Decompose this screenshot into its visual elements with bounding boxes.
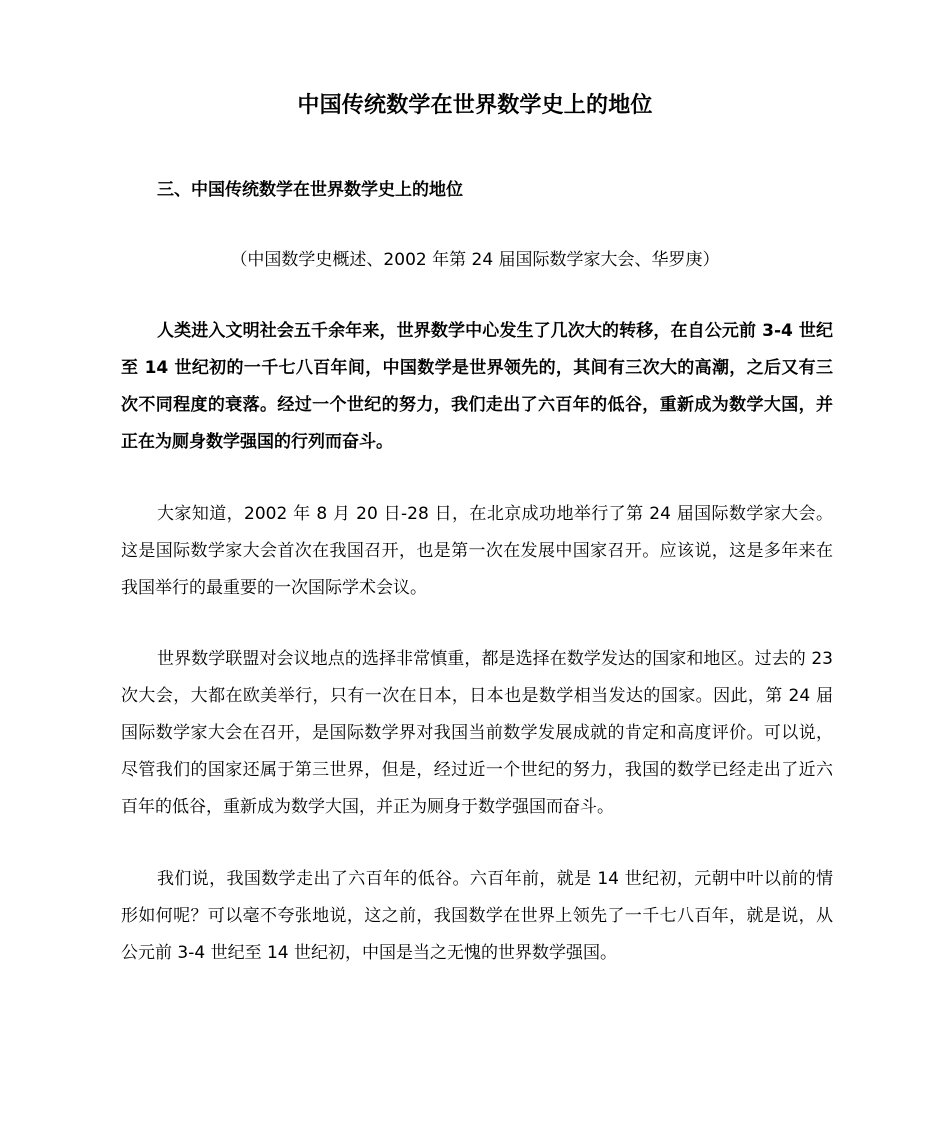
paragraph-six-centuries: 我们说，我国数学走出了六百年的低谷。六百年前，就是 14 世纪初，元朝中叶以前的情形如何呢？可以毫不夸张地说，这之前，我国数学在世界上领先了一千七八百年，就是说，从公元前 3-4 世纪至 14 世纪初，中国是当之无愧的世界数学强国。 [121, 869, 833, 963]
paragraph-intro: 人类进入文明社会五千余年来，世界数学中心发生了几次大的转移，在自公元前 3-4 世纪至 14 世纪初的一千七八百年间，中国数学是世界领先的，其间有三次大的高潮，之后又有三次不同程度的衰落。经过一个世纪的努力，我们走出了六百年的低谷，重新成为数学大国，并正在为厕身数学强国的行列而奋斗。 [121, 321, 833, 452]
source-line: （中国数学史概述、2002 年第 24 届国际数学家大会、华罗庚） [230, 250, 720, 270]
section-heading: 三、中国传统数学在世界数学史上的地位 [157, 180, 463, 200]
paragraph-venue-selection: 世界数学联盟对会议地点的选择非常慎重，都是选择在数学发达的国家和地区。过去的 23 次大会，大都在欧美举行，只有一次在日本，日本也是数学相当发达的国家。因此，第 24 届国际数学家大会在召开，是国际数学界对我国当前数学发展成就的肯定和高度评价。可以说，尽管我们的国家还属于第三世界，但是，经过近一个世纪的努力，我国的数学已经走出了近六百年的低谷，重新成为数学大国，并正为厕身于数学强国而奋斗。 [121, 649, 833, 817]
paragraph-congress: 大家知道，2002 年 8 月 20 日-28 日，在北京成功地举行了第 24 届国际数学家大会。这是国际数学家大会首次在我国召开，也是第一次在发展中国家召开。应该说，这是多年来在我国举行的最重要的一次国际学术会议。 [121, 504, 833, 598]
document-title: 中国传统数学在世界数学史上的地位 [297, 93, 653, 118]
